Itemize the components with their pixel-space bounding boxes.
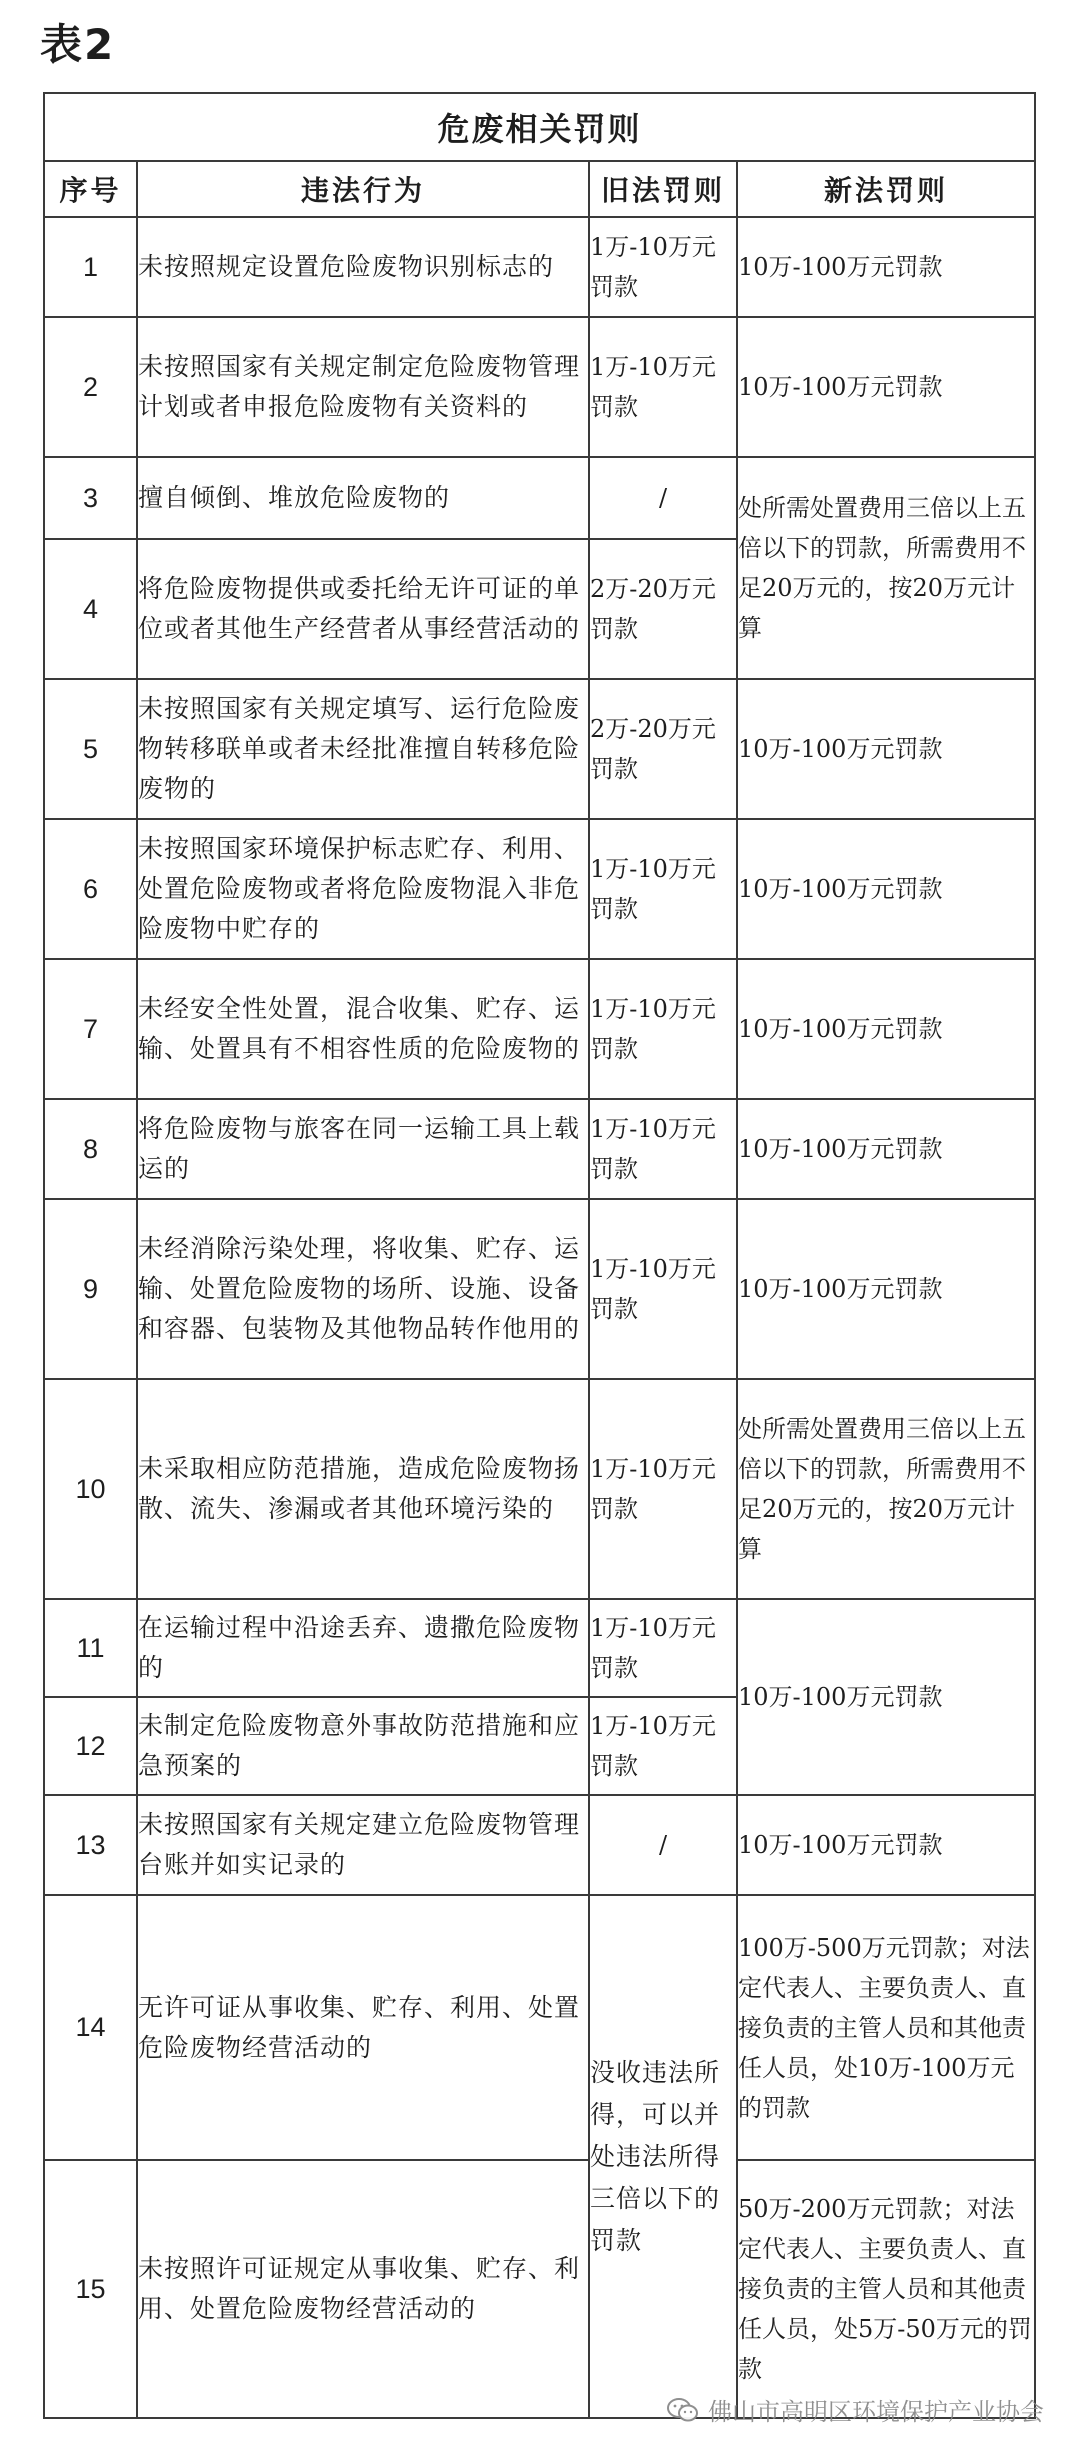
row-number: 11 xyxy=(44,1599,137,1697)
new-penalty: 10万-100万元罚款 xyxy=(737,1795,1035,1895)
table-row xyxy=(44,1379,1035,1599)
table-row xyxy=(44,959,1035,1099)
row-number: 3 xyxy=(44,457,137,539)
table-row xyxy=(44,1199,1035,1379)
penalty-table xyxy=(43,92,1036,2419)
table-row xyxy=(44,1599,1035,1697)
row-number: 4 xyxy=(44,539,137,679)
table-row xyxy=(44,1795,1035,1895)
table-row xyxy=(44,457,1035,539)
violation-text: 未经安全性处置，混合收集、贮存、运输、处置具有不相容性质的危险废物的 xyxy=(137,959,589,1099)
new-penalty: 处所需处置费用三倍以上五倍以下的罚款，所需费用不足20万元的，按20万元计算 xyxy=(737,1379,1035,1599)
old-penalty: 1万-10万元罚款 xyxy=(589,217,737,317)
new-penalty: 10万-100万元罚款 xyxy=(737,959,1035,1099)
old-penalty: 1万-10万元罚款 xyxy=(589,1099,737,1199)
old-penalty: 1万-10万元罚款 xyxy=(589,959,737,1099)
table-row xyxy=(44,317,1035,457)
row-number: 1 xyxy=(44,217,137,317)
violation-text: 未制定危险废物意外事故防范措施和应急预案的 xyxy=(137,1697,589,1795)
violation-text: 未按照国家有关规定建立危险废物管理台账并如实记录的 xyxy=(137,1795,589,1895)
new-penalty: 50万-200万元罚款；对法定代表人、主要负责人、直接负责的主管人员和其他责任人员，处5万-50万元的罚款 xyxy=(737,2160,1035,2418)
new-penalty: 10万-100万元罚款 xyxy=(737,1099,1035,1199)
old-penalty: 2万-20万元罚款 xyxy=(589,539,737,679)
new-penalty: 10万-100万元罚款 xyxy=(737,819,1035,959)
row-number: 12 xyxy=(44,1697,137,1795)
table-row xyxy=(44,217,1035,317)
table-row xyxy=(44,679,1035,819)
row-number: 15 xyxy=(44,2160,137,2418)
violation-text: 将危险废物提供或委托给无许可证的单位或者其他生产经营者从事经营活动的 xyxy=(137,539,589,679)
table-title: 危废相关罚则 xyxy=(44,93,1035,161)
violation-text: 擅自倾倒、堆放危险废物的 xyxy=(137,457,589,539)
row-number: 14 xyxy=(44,1895,137,2160)
violation-text: 未按照国家有关规定填写、运行危险废物转移联单或者未经批准擅自转移危险废物的 xyxy=(137,679,589,819)
violation-text: 无许可证从事收集、贮存、利用、处置危险废物经营活动的 xyxy=(137,1895,589,2160)
table-caption: 表2 xyxy=(40,20,116,69)
header-new: 新法罚则 xyxy=(737,161,1035,217)
row-number: 9 xyxy=(44,1199,137,1379)
table-row xyxy=(44,2160,1035,2418)
violation-text: 将危险废物与旅客在同一运输工具上载运的 xyxy=(137,1099,589,1199)
new-penalty: 10万-100万元罚款 xyxy=(737,1199,1035,1379)
old-penalty: 没收违法所得，可以并处违法所得三倍以下的罚款 xyxy=(589,1895,737,2418)
old-penalty: 2万-20万元罚款 xyxy=(589,679,737,819)
old-penalty: / xyxy=(589,457,737,539)
row-number: 5 xyxy=(44,679,137,819)
new-penalty: 处所需处置费用三倍以上五倍以下的罚款，所需费用不足20万元的，按20万元计算 xyxy=(737,457,1035,679)
new-penalty: 10万-100万元罚款 xyxy=(737,317,1035,457)
old-penalty: 1万-10万元罚款 xyxy=(589,1379,737,1599)
old-penalty: 1万-10万元罚款 xyxy=(589,819,737,959)
table-row xyxy=(44,1895,1035,2160)
table-row xyxy=(44,819,1035,959)
new-penalty: 10万-100万元罚款 xyxy=(737,217,1035,317)
row-number: 7 xyxy=(44,959,137,1099)
header-no: 序号 xyxy=(44,161,137,217)
new-penalty: 100万-500万元罚款；对法定代表人、主要负责人、直接负责的主管人员和其他责任人员，处10万-100万元的罚款 xyxy=(737,1895,1035,2160)
old-penalty: 1万-10万元罚款 xyxy=(589,317,737,457)
old-penalty: / xyxy=(589,1795,737,1895)
watermark-text: 佛山市高明区环境保护产业协会 xyxy=(708,2398,1044,2426)
source-watermark xyxy=(666,2392,1044,2427)
new-penalty: 10万-100万元罚款 xyxy=(737,679,1035,819)
row-number: 8 xyxy=(44,1099,137,1199)
table-row xyxy=(44,1099,1035,1199)
header-old: 旧法罚则 xyxy=(589,161,737,217)
violation-text: 未按照规定设置危险废物识别标志的 xyxy=(137,217,589,317)
old-penalty: 1万-10万元罚款 xyxy=(589,1199,737,1379)
row-number: 2 xyxy=(44,317,137,457)
row-number: 6 xyxy=(44,819,137,959)
row-number: 13 xyxy=(44,1795,137,1895)
old-penalty: 1万-10万元罚款 xyxy=(589,1697,737,1795)
row-number: 10 xyxy=(44,1379,137,1599)
violation-text: 在运输过程中沿途丢弃、遗撒危险废物的 xyxy=(137,1599,589,1697)
violation-text: 未按照国家环境保护标志贮存、利用、处置危险废物或者将危险废物混入非危险废物中贮存的 xyxy=(137,819,589,959)
violation-text: 未经消除污染处理，将收集、贮存、运输、处置危险废物的场所、设施、设备和容器、包装物及其他物品转作他用的 xyxy=(137,1199,589,1379)
new-penalty: 10万-100万元罚款 xyxy=(737,1599,1035,1795)
wechat-icon xyxy=(666,2396,700,2424)
violation-text: 未按照许可证规定从事收集、贮存、利用、处置危险废物经营活动的 xyxy=(137,2160,589,2418)
violation-text: 未按照国家有关规定制定危险废物管理计划或者申报危险废物有关资料的 xyxy=(137,317,589,457)
violation-text: 未采取相应防范措施，造成危险废物扬散、流失、渗漏或者其他环境污染的 xyxy=(137,1379,589,1599)
header-act: 违法行为 xyxy=(137,161,589,217)
old-penalty: 1万-10万元罚款 xyxy=(589,1599,737,1697)
